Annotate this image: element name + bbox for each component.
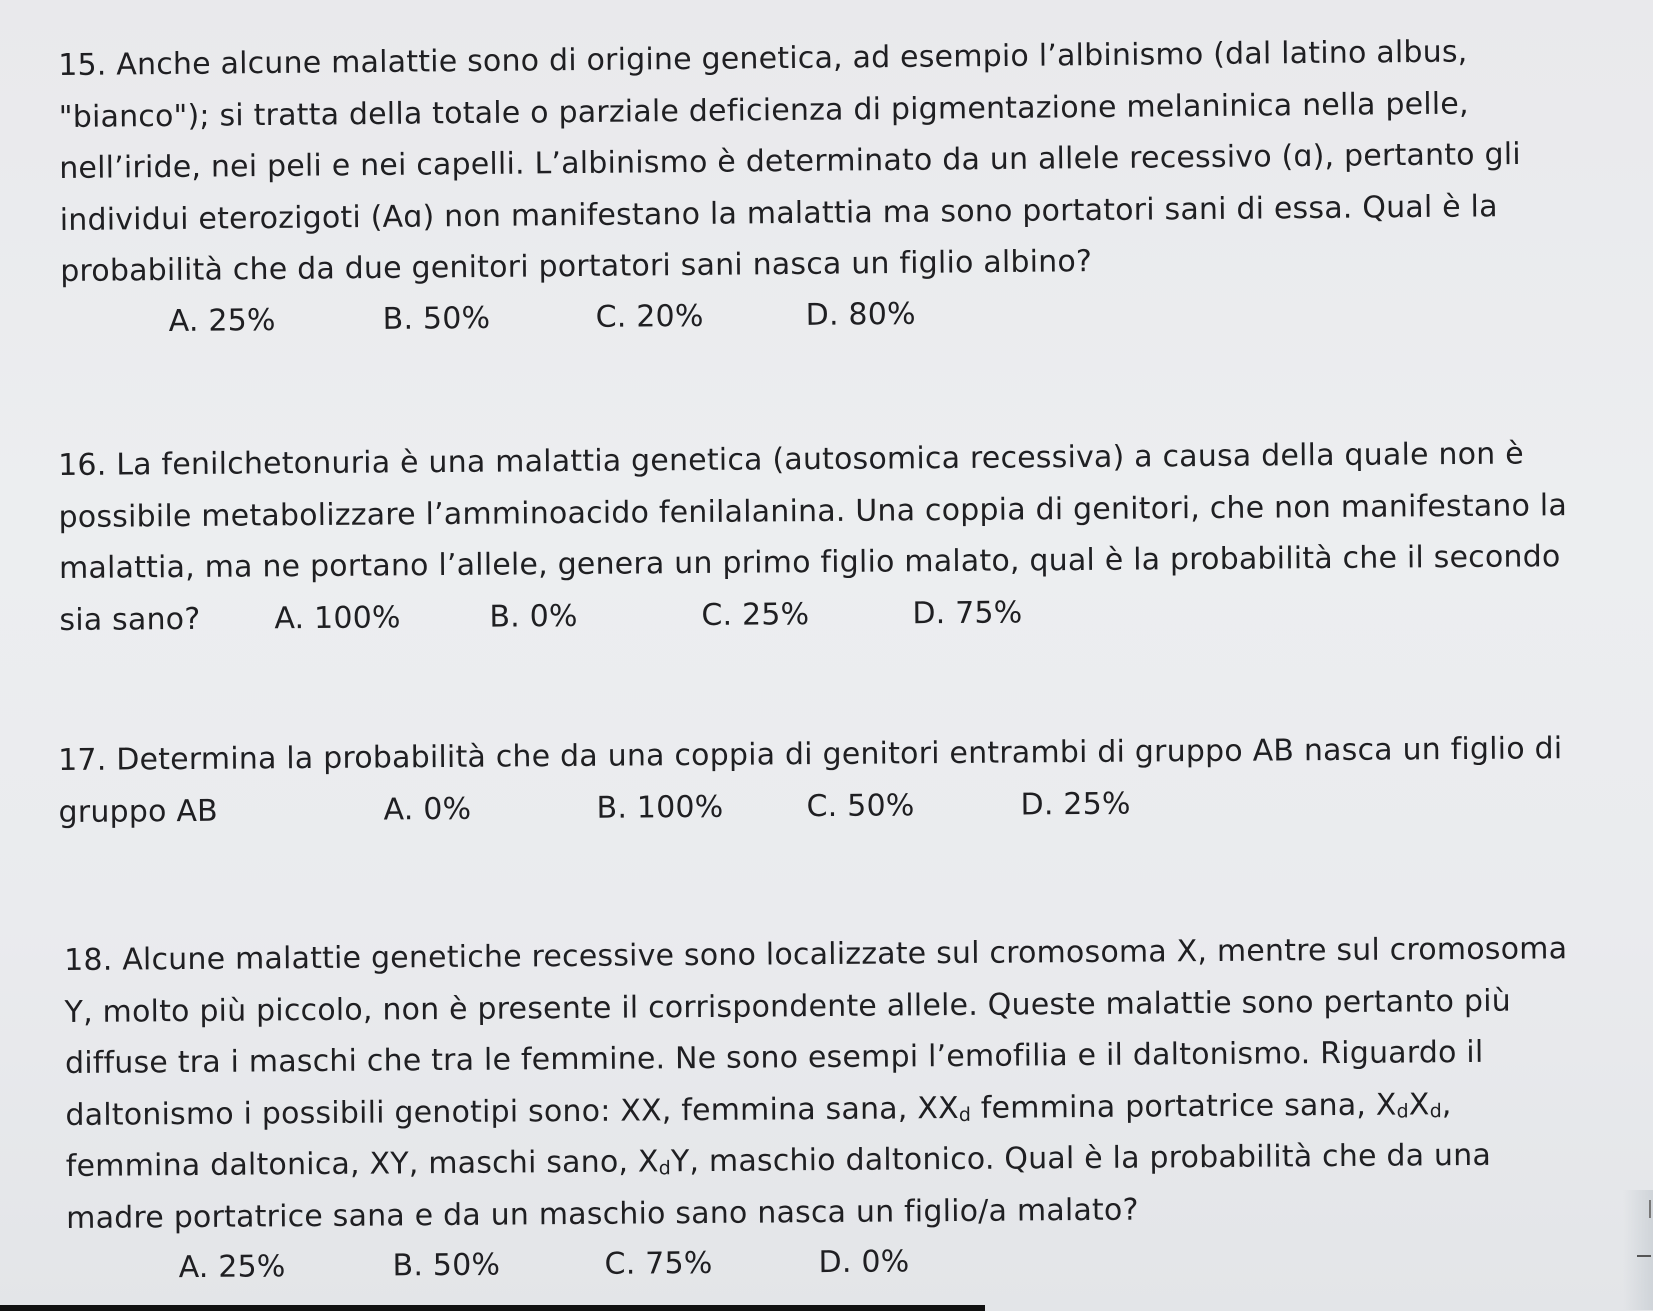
- subscript-d: d: [958, 1103, 972, 1126]
- genotype-text: X: [1408, 1086, 1430, 1122]
- option-d: D. 25%: [1020, 786, 1131, 822]
- genotype-text: ,: [1441, 1086, 1452, 1122]
- option-b: B. 0%: [489, 598, 578, 635]
- option-d: D. 80%: [805, 296, 916, 333]
- option-a: A. 25%: [178, 1249, 286, 1286]
- genotype-text: femmina portatrice sana, X: [970, 1087, 1397, 1126]
- option-b: B. 50%: [392, 1247, 501, 1284]
- genotype-text: femmina daltonica, XY, maschi sano, X: [65, 1144, 659, 1184]
- question-last-line: [58, 774, 1588, 837]
- question-text-line: "bianco"); si tratta della totale o parziale deficienza di pigmentazione melaninica nella pelle,: [58, 85, 1469, 135]
- question-text-line: possibile metabolizzare l’amminoacido fenilalanina. Una coppia di genitori, che non manifestano la: [58, 487, 1568, 535]
- question-17: [58, 723, 1589, 838]
- question-last-line: [59, 582, 1589, 645]
- option-b: B. 50%: [382, 300, 491, 337]
- option-d: D. 0%: [818, 1244, 910, 1281]
- question-15: [58, 25, 1591, 347]
- question-text-line: 15. Anche alcune malattie sono di origine genetica, ad esempio l’albinismo (dal latino albus,: [58, 34, 1468, 83]
- answer-options: [66, 1232, 1590, 1294]
- question-text-line: 17. Determina la probabilità che da una coppia di genitori entrambi di gruppo AB nasca un figlio di: [58, 731, 1563, 778]
- subscript-d: d: [1429, 1099, 1442, 1122]
- option-c: C. 75%: [604, 1245, 713, 1282]
- question-text-line: probabilità che da due genitori portatori sani nasca un figlio albino?: [60, 244, 1093, 289]
- question-text-tail: gruppo AB: [58, 793, 219, 830]
- question-text-tail: sia sano?: [59, 601, 201, 638]
- question-text-line: diffuse tra i maschi che tra le femmine. Ne sono esempi l’emofilia e il daltonismo. Riguardo il: [64, 1034, 1484, 1081]
- page-edge-mark: [1637, 1255, 1651, 1257]
- option-a: A. 100%: [274, 599, 401, 636]
- option-b: B. 100%: [596, 789, 724, 826]
- option-c: C. 50%: [806, 787, 915, 824]
- question-18: [64, 923, 1591, 1294]
- question-text-line: individui eterozigoti (Aɑ) non manifestano la malattia ma sono portatori sani di essa. Qual è la: [59, 188, 1498, 238]
- option-a: A. 25%: [168, 302, 276, 339]
- genotype-text: Y, maschio daltonico. Qual è la probabilità che da una: [670, 1137, 1492, 1180]
- option-c: C. 20%: [595, 298, 704, 335]
- bottom-border: [0, 1305, 985, 1311]
- option-a: A. 0%: [383, 791, 472, 827]
- question-text-line: madre portatrice sana e da un maschio sano nasca un figlio/a malato?: [66, 1192, 1139, 1236]
- page-edge-mark: [1649, 1200, 1651, 1218]
- genotype-text: daltonismo i possibili genotipi sono: XX, femmina sana, XX: [65, 1090, 959, 1133]
- question-text-line: Y, molto più piccolo, non è presente il corrispondente allele. Queste malattie sono pertanto più: [64, 983, 1512, 1030]
- question-text-line: 16. La fenilchetonuria è una malattia genetica (autosomica recessiva) a causa della quale non è: [58, 436, 1524, 483]
- question-text-line: nell’iride, nei peli e nei capelli. L’albinismo è determinato da un allele recessivo (ɑ), pertanto gli: [59, 136, 1521, 186]
- question-16: [58, 428, 1590, 646]
- option-c: C. 25%: [701, 596, 810, 633]
- question-text-line: 18. Alcune malattie genetiche recessive sono localizzate sul cromosoma X, mentre sul cromosoma: [64, 931, 1568, 978]
- option-d: D. 75%: [912, 594, 1023, 631]
- subscript-d: d: [1396, 1099, 1409, 1123]
- subscript-d: d: [658, 1157, 672, 1180]
- question-text-line: malattia, ma ne portano l’allele, genera un primo figlio malato, qual è la probabilità che il secondo: [58, 539, 1561, 586]
